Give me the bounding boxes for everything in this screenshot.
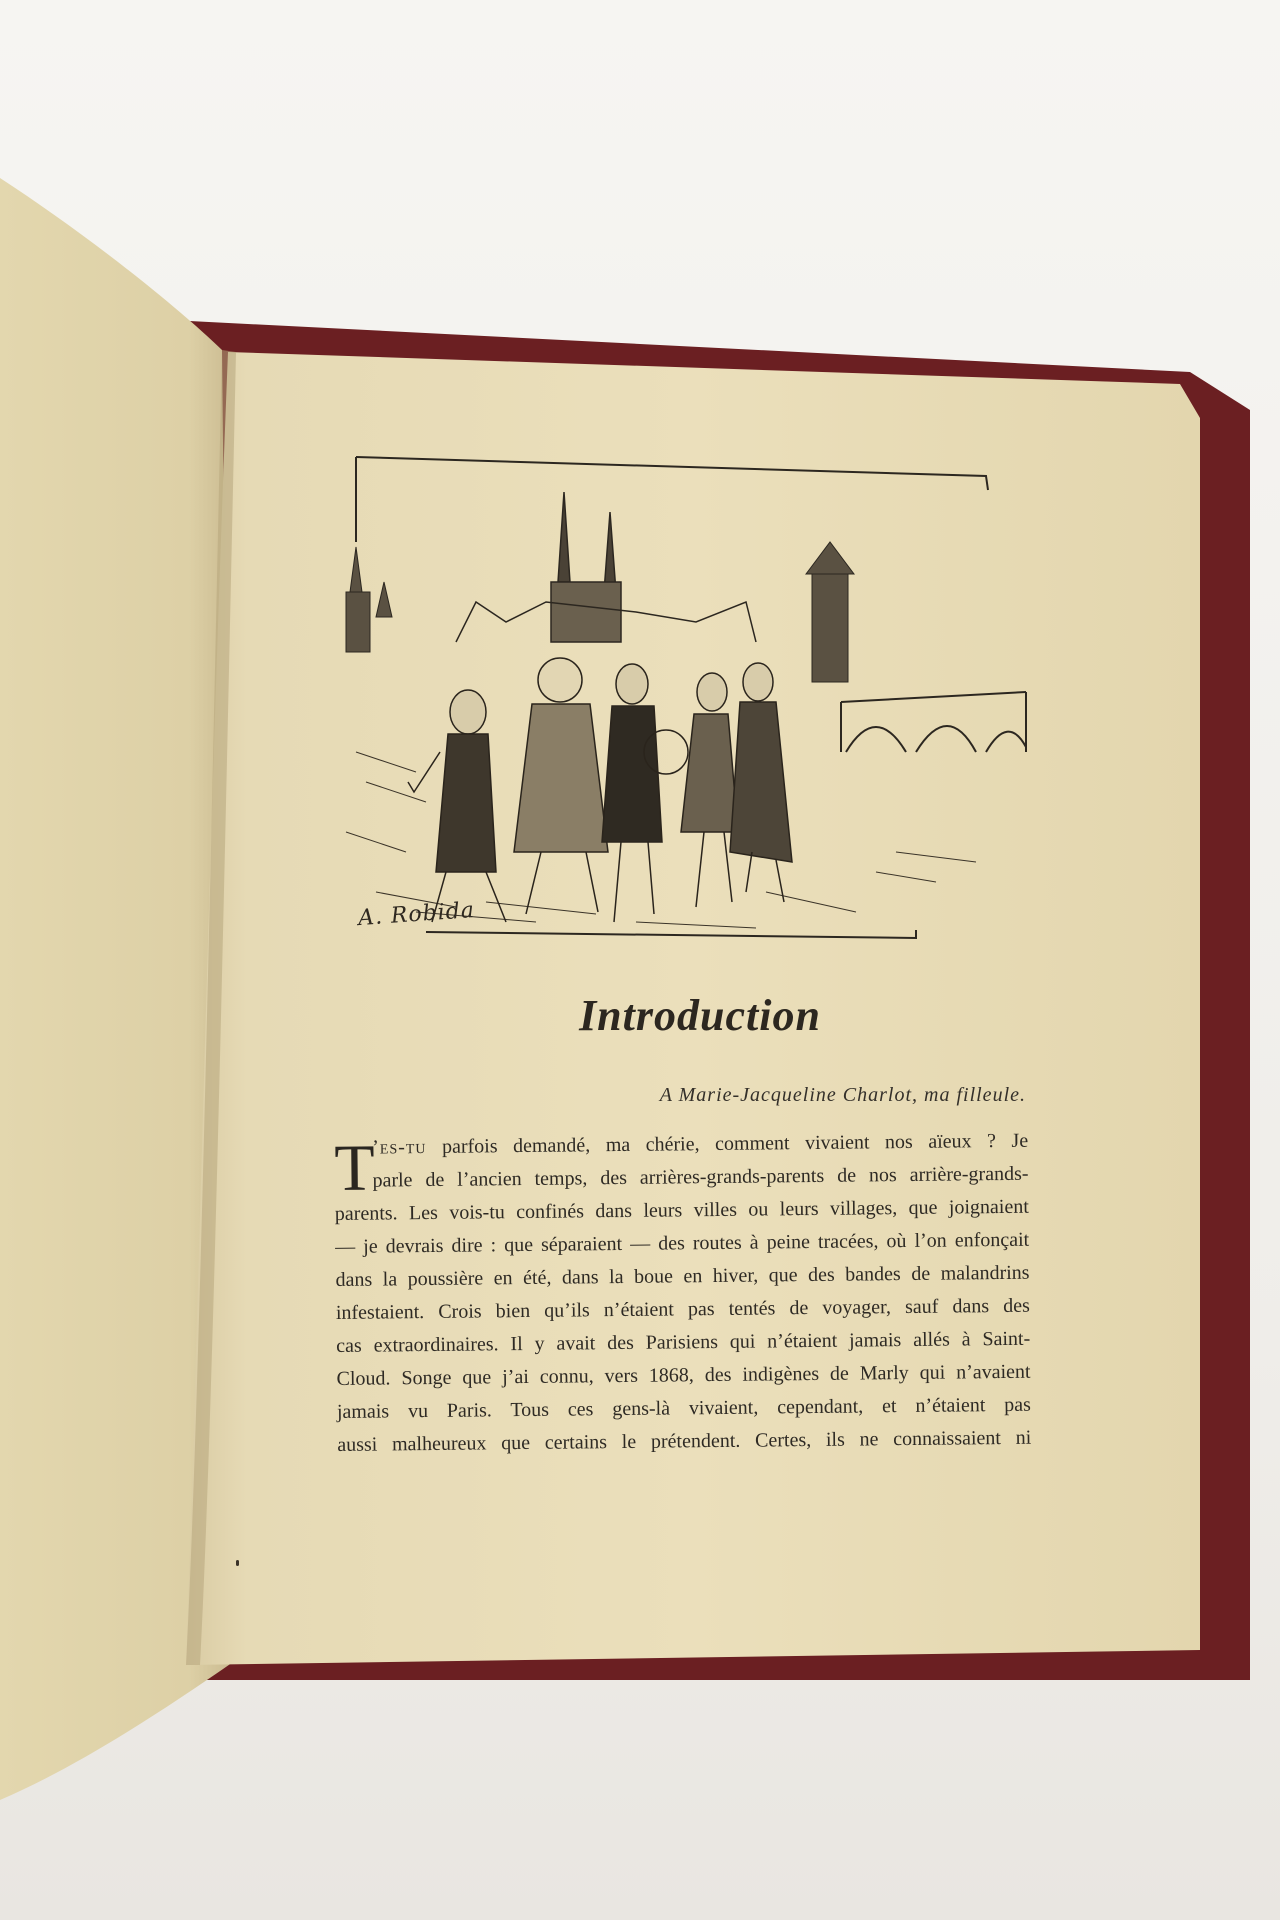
text-line: aussi malheureux que certains le prétendent. Certes, ils ne connaissaient ni xyxy=(337,1426,1032,1456)
text-line: parle de l’ancien temps, des arrières-grands-parents de nos arrière-grands- xyxy=(372,1162,1029,1192)
text-line: — je devrais dire : que séparaient — des routes à peine tracées, où l’on enfonçait xyxy=(335,1228,1030,1258)
illustration-signature: A. Robida xyxy=(357,897,476,932)
paper-speck xyxy=(236,1560,239,1566)
text-line: jamais vu Paris. Tous ces gens-là vivaient, cependant, et n’étaient pas xyxy=(336,1393,1032,1423)
engraved-illustration xyxy=(336,452,1056,942)
text-line: ’es-tu parfois demandé, ma chérie, comment vivaient nos aïeux ? Je xyxy=(372,1129,1029,1159)
text-line: dans la poussière en été, dans la boue en hiver, que des bandes de malandrins xyxy=(335,1261,1030,1291)
illustration-frame-bottom xyxy=(426,930,916,938)
body-text xyxy=(334,1125,1031,1462)
text-line: parents. Les vois-tu confinés dans leurs villes ou leurs villages, que joignaient xyxy=(334,1195,1029,1225)
dedication: A Marie-Jacqueline Charlot, ma filleule. xyxy=(659,1084,1026,1106)
cathedral-drawing xyxy=(456,492,756,642)
bridge-drawing xyxy=(841,692,1026,752)
musicians-figures xyxy=(408,658,792,922)
drop-cap: T xyxy=(334,1131,376,1205)
text-line: cas extraordinaires. Il y avait des Parisiens qui n’étaient jamais allés à Saint- xyxy=(336,1327,1031,1357)
text-line: infestaient. Crois bien qu’ils n’étaient pas tentés de voyager, sauf dans des xyxy=(335,1294,1030,1324)
first-word: ’es-tu xyxy=(372,1136,427,1159)
page-title: Introduction xyxy=(579,991,821,1040)
illustration-frame-top xyxy=(356,457,988,490)
text-line: Cloud. Songe que j’ai connu, vers 1868, des indigènes de Marly qui n’avaient xyxy=(336,1360,1031,1390)
